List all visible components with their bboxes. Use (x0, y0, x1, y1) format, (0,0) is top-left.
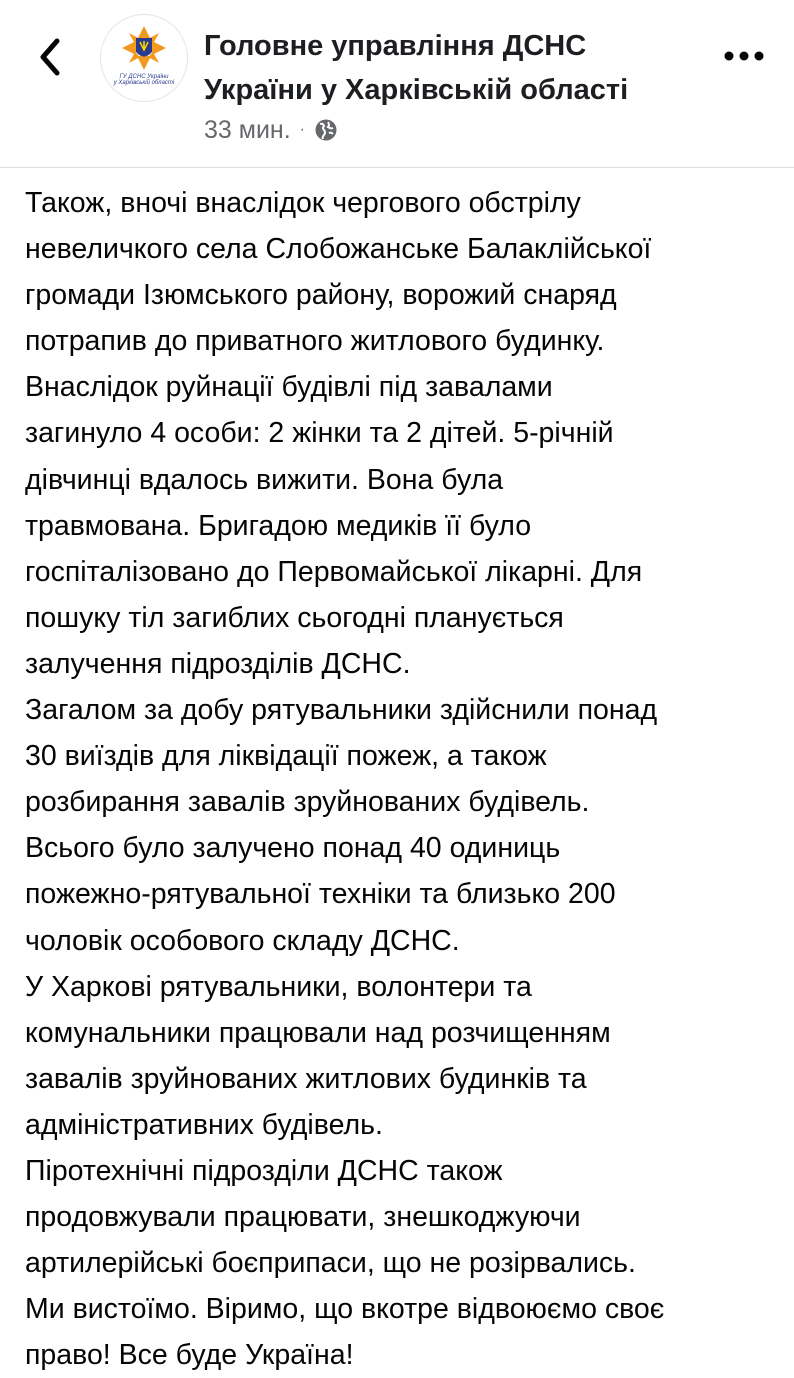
post-text-line: У Харкові рятувальники, волонтери та (25, 970, 532, 1003)
avatar-caption-line: у Харківській області (113, 80, 175, 86)
post-text-line: госпіталізовано до Первомайської лікарні. Для (25, 555, 643, 588)
page-name-link[interactable] (204, 24, 628, 112)
post-text-line: адміністративних будівель. (25, 1108, 383, 1141)
post-text-line: артилерійські боєприпаси, що не розірвались. (25, 1247, 636, 1280)
more-options-button[interactable] (716, 38, 772, 74)
post-text-line: травмована. Бригадою медиків її було (25, 509, 532, 542)
page-name-line: Головне управління ДСНС (204, 30, 587, 62)
post-text-line: пожежно-рятувальної техніки та близько 200 (25, 878, 616, 911)
post-text-line: продовжували працювати, знешкоджуючи (25, 1201, 581, 1234)
post-text-line: Ми вистоїмо. Віримо, що вкотре відвоюємо своє (25, 1293, 665, 1326)
meta-separator: · (299, 121, 305, 138)
post-text-line: Також, вночі внаслідок чергового обстрілу (25, 187, 581, 219)
post-text-line: розбирання завалів зруйнованих будівель. (25, 786, 590, 819)
post-meta (204, 112, 338, 148)
post-text-line: пошуку тіл загиблих сьогодні планується (25, 601, 564, 634)
globe-icon[interactable] (314, 118, 338, 142)
post-text-line: дівчинці вдалось вижити. Вона була (25, 463, 504, 496)
post-timestamp[interactable]: 33 мин. (204, 115, 291, 144)
avatar-caption-line: ГУ ДСНС України (119, 74, 169, 80)
post-text (25, 180, 785, 1378)
post-text-line: загинуло 4 особи: 2 жінки та 2 дітей. 5-річній (25, 417, 614, 450)
post-text-line: чоловік особового складу ДСНС. (25, 924, 460, 957)
chevron-left-icon (39, 38, 61, 76)
more-horizontal-icon (724, 51, 764, 61)
post-text-line: невеличкого села Слобожанське Балаклійської (25, 233, 652, 266)
post-text-line: Всього було залучено понад 40 одиниць (25, 832, 561, 865)
post-text-line: право! Все буде Україна! (25, 1339, 354, 1372)
page-avatar[interactable] (100, 14, 188, 102)
post-text-line: Загалом за добу рятувальники здійснили понад (25, 694, 658, 727)
page-name-line: України у Харківській області (204, 74, 629, 106)
post-text-line: Внаслідок руйнації будівлі під завалами (25, 371, 553, 404)
post-text-line: Піротехнічні підрозділи ДСНС також (25, 1154, 503, 1187)
post-text-line: комунальники працювали над розчищенням (25, 1016, 611, 1049)
post-text-line: 30 виїздів для ліквідації пожеж, а також (25, 740, 547, 773)
post-text-line: потрапив до приватного житлового будинку. (25, 325, 605, 358)
back-button[interactable] (30, 32, 70, 82)
avatar-caption (113, 74, 175, 86)
post-text-line: завалів зруйнованих житлових будинків та (25, 1062, 587, 1095)
dsns-emblem-icon (101, 15, 187, 101)
post-text-line: громади Ізюмського району, ворожий снаряд (25, 279, 617, 312)
post-header (0, 0, 794, 168)
post-text-line: залучення підрозділів ДСНС. (25, 647, 411, 680)
